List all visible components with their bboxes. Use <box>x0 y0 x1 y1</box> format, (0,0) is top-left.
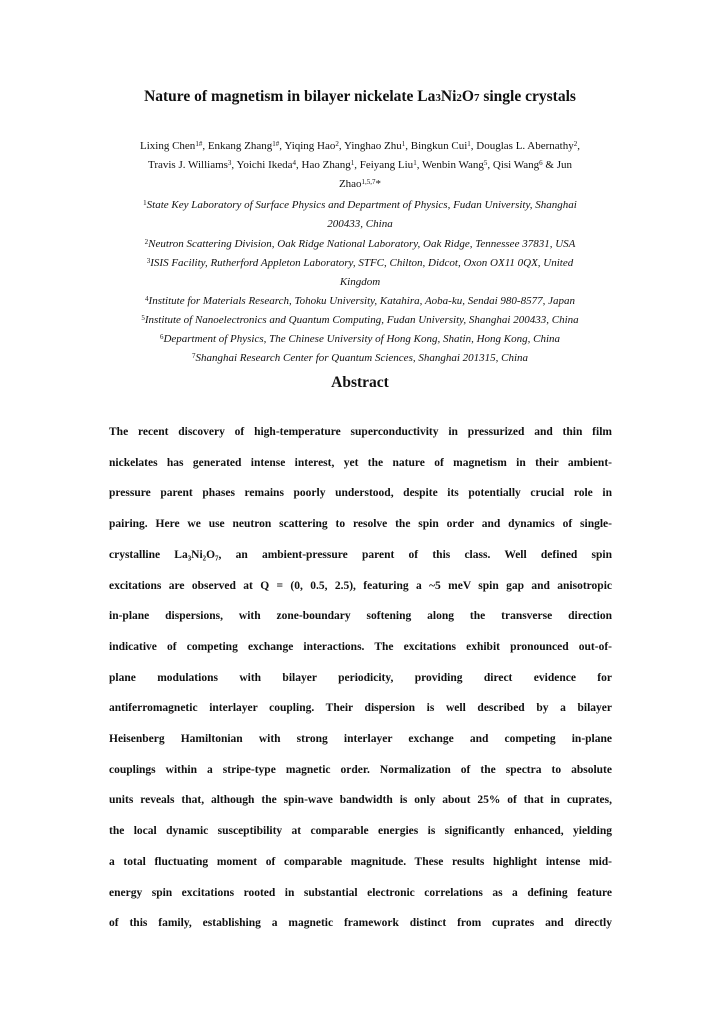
affiliation-4 <box>110 292 610 311</box>
author-name: Zhao <box>338 178 362 190</box>
affiliation-6 <box>110 330 610 349</box>
abstract-line: antiferromagnetic interlayer coupling. Their dispersion is well described by a bilayer <box>109 702 612 715</box>
author-affiliation-marker: 2 <box>573 140 578 148</box>
affiliation-marker: 4 <box>145 295 149 303</box>
affiliation-text-continued: 200433, China <box>327 218 393 230</box>
abstract-line: units reveals that, although the spin-wave bandwidth is only about 25% of that in cuprates, <box>109 794 612 807</box>
abstract-line: The recent discovery of high-temperature superconductivity in pressurized and thin film <box>109 426 612 438</box>
affiliation-7 <box>110 349 610 368</box>
author-affiliation-marker: 1 <box>467 140 471 148</box>
abstract-line: the local dynamic susceptibility at comparable energies is significantly enhanced, yielding <box>109 825 612 838</box>
author-affiliation-marker: 1 <box>350 159 355 167</box>
author-name: Feiyang Liu <box>359 159 414 171</box>
abstract-line: plane modulations with bilayer periodicity, providing direct evidence for <box>109 671 612 684</box>
author-name: Hao Zhang <box>301 159 351 171</box>
affiliation-text: Shanghai Research Center for Quantum Sciences, Shanghai 201315, China <box>195 352 529 364</box>
author-affiliation-marker: 1# <box>195 140 203 148</box>
affiliation-1 <box>110 196 610 234</box>
author-name: Yiqing Hao <box>284 140 336 152</box>
affiliation-marker: 7 <box>191 352 196 360</box>
author-name: Enkang Zhang <box>207 140 273 152</box>
author-separator: & Jun <box>542 159 572 171</box>
affiliation-2 <box>110 235 610 254</box>
affiliation-text: ISIS Facility, Rutherford Appleton Laboratory, STFC, Chilton, Didcot, Oxon OX11 0QX, United <box>150 257 574 269</box>
abstract-line: pairing. Here we use neutron scattering to resolve the spin order and dynamics of single- <box>109 518 612 531</box>
author-name: Wenbin Wang <box>422 159 484 171</box>
affiliation-3 <box>110 254 610 292</box>
affiliation-marker: 2 <box>144 238 149 246</box>
author-separator: , <box>577 140 580 152</box>
author-name: Travis J. Williams <box>147 159 228 171</box>
abstract-line: pressure parent phases remains poorly understood, despite its potentially crucial role in <box>109 487 612 500</box>
abstract-line: a total fluctuating moment of comparable magnitude. These results highlight intense mid- <box>109 855 612 868</box>
abstract-heading: Abstract <box>331 374 389 391</box>
author-separator: , <box>487 159 493 171</box>
abstract-line: excitations are observed at Q = (0, 0.5, 2.5), featuring a ~5 meV spin gap and anisotropic <box>109 579 612 592</box>
author-name: Lixing Chen <box>140 140 196 152</box>
abstract-line: indicative of competing exchange interactions. The excitations exhibit pronounced out-of- <box>109 640 612 653</box>
author-affiliation-marker: 1 <box>401 140 406 148</box>
affiliation-marker: 1 <box>143 199 147 207</box>
author-separator: , <box>279 140 285 152</box>
author-affiliation-marker: 3 <box>227 159 232 167</box>
affiliation-text: Institute of Nanoelectronics and Quantum Computing, Fudan University, Shanghai 200433, China <box>144 314 579 326</box>
abstract-line: Heisenberg Hamiltonian with strong interlayer exchange and competing in-plane <box>109 733 612 745</box>
author-name: Bingkun Cui <box>410 140 468 152</box>
author-affiliation-marker: 2 <box>335 140 339 148</box>
author-separator: , <box>296 159 302 171</box>
author-separator: , <box>354 159 360 171</box>
abstract-line: of this family, establishing a magnetic framework distinct from cuprates and directly <box>109 917 612 930</box>
author-name: Qisi Wang <box>492 159 540 171</box>
affiliation-marker: 5 <box>141 314 145 322</box>
author-name: Douglas L. Abernathy <box>476 140 574 152</box>
paper-title: Nature of magnetism in bilayer nickelate La3Ni2O7 single crystals <box>144 88 576 105</box>
abstract-line: couplings within a stripe-type magnetic order. Normalization of the spectra to absolute <box>109 763 612 776</box>
author-name: Yinghao Zhu <box>343 140 402 152</box>
author-separator: , <box>416 159 422 171</box>
affiliation-text-continued: Kingdom <box>339 276 381 288</box>
author-affiliation-marker: 5 <box>483 159 488 167</box>
author-affiliation-marker: 4 <box>292 159 297 167</box>
affiliation-text: State Key Laboratory of Surface Physics and Department of Physics, Fudan University, Shanghai <box>146 199 577 211</box>
affiliation-text: Department of Physics, The Chinese University of Hong Kong, Shatin, Hong Kong, China <box>163 333 561 345</box>
author-separator: , <box>338 140 344 152</box>
affiliation-marker: 6 <box>159 333 164 341</box>
author-affiliation-marker: 6 <box>539 159 543 167</box>
author-affiliation-marker: 1# <box>272 140 280 148</box>
affiliation-5 <box>110 311 610 330</box>
author-affiliation-marker: 1,5,7 <box>361 178 376 186</box>
affiliation-marker: 3 <box>146 257 151 265</box>
author-list <box>110 137 610 194</box>
author-separator: , <box>202 140 208 152</box>
author-name: Yoichi Ikeda <box>236 159 293 171</box>
abstract-line: nickelates has generated intense interest, yet the nature of magnetism in their ambient- <box>109 456 612 469</box>
author-separator: , <box>231 159 237 171</box>
author-affiliation-marker: 1 <box>413 159 417 167</box>
affiliation-text: Neutron Scattering Division, Oak Ridge National Laboratory, Oak Ridge, Tennessee 37831, USA <box>148 238 576 250</box>
affiliation-text: Institute for Materials Research, Tohoku University, Katahira, Aoba-ku, Sendai 980-8577, Japan <box>148 295 575 307</box>
author-separator: , <box>405 140 411 152</box>
abstract-line: energy spin excitations rooted in substantial electronic correlations as a defining feature <box>109 886 612 899</box>
author-separator: , <box>470 140 477 152</box>
author-separator: * <box>375 178 382 190</box>
abstract-line: in-plane dispersions, with zone-boundary softening along the transverse direction <box>109 610 612 623</box>
abstract-line: crystalline La₃Ni₂O₇, an ambient-pressure parent of this class. Well defined spin <box>109 548 612 561</box>
